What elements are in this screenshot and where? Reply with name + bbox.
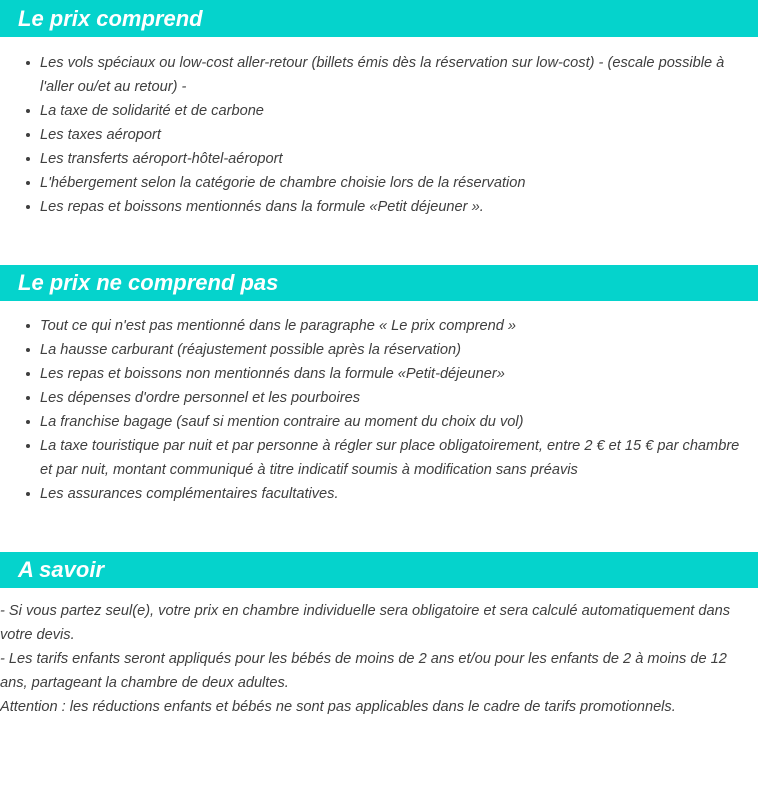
list-item: La taxe de solidarité et de carbone [0, 99, 758, 123]
spacer [0, 301, 758, 314]
section-title: Le prix ne comprend pas [18, 270, 279, 295]
section-header-le-prix-ne-comprend-pas [0, 265, 758, 301]
a-savoir-content [0, 599, 758, 719]
spacer [0, 37, 758, 51]
list-item: Les transferts aéroport-hôtel-aéroport [0, 147, 758, 171]
list-item: Tout ce qui n'est pas mentionné dans le paragraphe « Le prix comprend » [0, 314, 758, 338]
spacer [0, 506, 758, 552]
list-item: L'hébergement selon la catégorie de chambre choisie lors de la réservation [0, 171, 758, 195]
list-item: Les dépenses d'ordre personnel et les pourboires [0, 386, 758, 410]
list-item: Les repas et boissons non mentionnés dans la formule «Petit-déjeuner» [0, 362, 758, 386]
list-item: Les taxes aéroport [0, 123, 758, 147]
excluded-list [0, 314, 758, 506]
paragraph: - Si vous partez seul(e), votre prix en chambre individuelle sera obligatoire et sera calculé automatiquement dans votre devis. [0, 603, 731, 643]
list-item: Les vols spéciaux ou low-cost aller-retour (billets émis dès la réservation sur low-cost) - (escale possible à l'aller ou/et au retour) - [0, 51, 758, 99]
section-title: A savoir [18, 557, 105, 582]
list-item: La franchise bagage (sauf si mention contraire au moment du choix du vol) [0, 410, 758, 434]
included-list [0, 51, 758, 219]
paragraph: - Les tarifs enfants seront appliqués pour les bébés de moins de 2 ans et/ou pour les enfants de 2 à moins de 12 ans, partageant la chambre de deux adultes. [0, 651, 727, 691]
paragraph: Attention : les réductions enfants et bébés ne sont pas applicables dans le cadre de tarifs promotionnels. [0, 699, 676, 715]
section-header-a-savoir [0, 552, 758, 588]
list-item: Les repas et boissons mentionnés dans la formule «Petit déjeuner ». [0, 195, 758, 219]
spacer [0, 219, 758, 265]
spacer [0, 588, 758, 599]
list-item: La taxe touristique par nuit et par personne à régler sur place obligatoirement, entre 2 € et 15 € par chambre et par nuit, montant communiqué à titre indicatif soumis à modification sans préavis [0, 434, 758, 482]
list-item: La hausse carburant (réajustement possible après la réservation) [0, 338, 758, 362]
list-item: Les assurances complémentaires facultatives. [0, 482, 758, 506]
section-title: Le prix comprend [18, 5, 203, 31]
section-header-le-prix-comprend [0, 0, 758, 37]
